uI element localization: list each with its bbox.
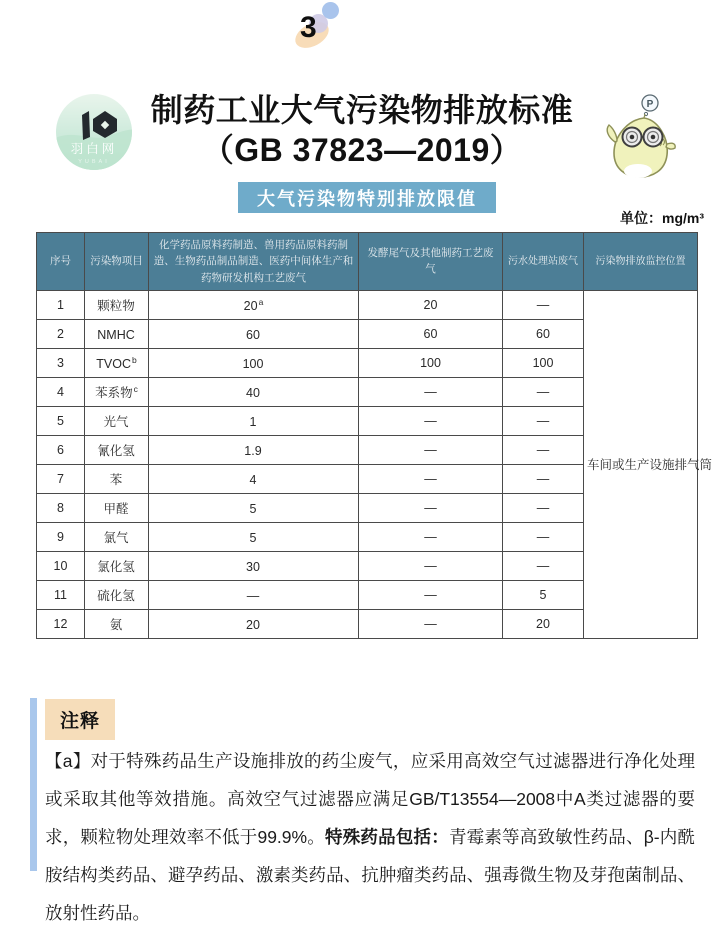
cell-chemical-api-value: 5 xyxy=(249,501,257,516)
cell-wastewater xyxy=(503,522,584,551)
cell-wastewater xyxy=(503,464,584,493)
cell-fermentation-value: — xyxy=(424,413,437,428)
logo-subtext: YUBAI xyxy=(78,159,110,165)
cell-fermentation xyxy=(359,406,503,435)
mascot-bird xyxy=(601,92,687,180)
cell-index xyxy=(37,377,85,406)
cell-chemical-api xyxy=(149,290,359,319)
cell-fermentation xyxy=(359,290,503,319)
cell-index xyxy=(37,580,85,609)
cell-chemical-api-value: 30 xyxy=(246,559,260,574)
col-header-wastewater: 污水处理站废气 xyxy=(503,233,584,291)
mascot-thought-bubble xyxy=(642,95,658,116)
cell-pollutant-superscript: c xyxy=(133,383,138,394)
logo-text: 羽白网 xyxy=(70,142,118,156)
cell-chemical-api xyxy=(149,406,359,435)
cell-fermentation-value: — xyxy=(424,442,437,457)
note-text-bold: 特殊药品包括： xyxy=(325,827,449,847)
unit-label: 单位：mg/m³ xyxy=(620,210,704,226)
cell-pollutant xyxy=(85,464,149,493)
cell-fermentation xyxy=(359,377,503,406)
cell-wastewater xyxy=(503,406,584,435)
cell-fermentation xyxy=(359,348,503,377)
cell-wastewater xyxy=(503,377,584,406)
cell-pollutant-value: 氰化氢 xyxy=(97,443,135,458)
note-text-suffix: 青霉素等高致敏性药品、β-内酰胺结构类药品、避孕药品、激素类药品、抗肿瘤类药品、强毒微生物及芽孢菌制品、放射性药品。 xyxy=(45,827,695,923)
cell-index-value: 10 xyxy=(53,558,68,573)
page-number: 3 xyxy=(300,11,317,44)
cell-fermentation xyxy=(359,435,503,464)
mascot-body xyxy=(607,114,675,178)
cell-pollutant xyxy=(85,435,149,464)
cell-chemical-api-value: 4 xyxy=(249,472,257,487)
cell-pollutant-value: TVOC xyxy=(96,356,131,371)
cell-index xyxy=(37,551,85,580)
cell-wastewater-value: — xyxy=(536,558,550,573)
cell-pollutant-superscript: b xyxy=(132,354,137,365)
cell-wastewater xyxy=(503,493,584,522)
note-accent-bar xyxy=(30,698,37,871)
cell-wastewater xyxy=(503,551,584,580)
cell-pollutant-value: NMHC xyxy=(97,327,135,342)
cell-index-value: 5 xyxy=(57,413,64,428)
cell-chemical-api-superscript: a xyxy=(258,296,264,307)
cell-index xyxy=(37,464,85,493)
cell-wastewater xyxy=(503,580,584,609)
cell-index-value: 3 xyxy=(57,355,64,370)
cell-pollutant-value: 甲醛 xyxy=(103,501,129,516)
cell-chemical-api xyxy=(149,464,359,493)
cell-wastewater xyxy=(503,348,584,377)
cell-wastewater-value: 100 xyxy=(532,355,554,370)
cell-pollutant xyxy=(85,377,149,406)
cell-index xyxy=(37,522,85,551)
cell-fermentation-value: — xyxy=(424,384,437,399)
cell-fermentation-value: — xyxy=(424,529,437,544)
cell-pollutant-value: 苯系物 xyxy=(95,385,133,400)
cell-fermentation-value: — xyxy=(424,471,437,486)
svg-text:P: P xyxy=(646,99,654,110)
col-header-index: 序号 xyxy=(37,233,85,291)
cell-pollutant xyxy=(85,551,149,580)
cell-index-value: 11 xyxy=(54,587,67,602)
cell-fermentation xyxy=(359,464,503,493)
cell-pollutant-value: 氯气 xyxy=(103,530,129,545)
cell-wastewater xyxy=(503,290,584,319)
cell-wastewater-value: — xyxy=(536,442,550,457)
cell-index-value: 7 xyxy=(57,471,64,486)
cell-pollutant-value: 硫化氢 xyxy=(97,588,135,603)
cell-fermentation-value: — xyxy=(424,558,437,573)
cell-index xyxy=(37,348,85,377)
cell-chemical-api-value: 40 xyxy=(246,385,260,400)
cell-fermentation-value: 60 xyxy=(423,326,438,341)
title-line-2: （GB 37823—2019） xyxy=(201,132,523,168)
cell-index xyxy=(37,319,85,348)
cell-wastewater-value: — xyxy=(536,413,550,428)
cell-wastewater-value: — xyxy=(536,297,550,312)
page-title xyxy=(136,90,588,170)
cell-chemical-api-value: 1 xyxy=(249,414,257,429)
cell-pollutant xyxy=(85,406,149,435)
decor-blue-circle xyxy=(322,2,339,19)
cell-index xyxy=(37,406,85,435)
cell-pollutant-value: 颗粒物 xyxy=(97,298,135,313)
cell-fermentation xyxy=(359,319,503,348)
cell-index xyxy=(37,609,85,638)
cell-chemical-api xyxy=(149,493,359,522)
cell-wastewater-value: 60 xyxy=(536,326,550,341)
cell-chemical-api-value: 1.9 xyxy=(244,443,262,458)
cell-fermentation-value: 100 xyxy=(420,355,441,370)
cell-fermentation xyxy=(359,522,503,551)
cell-pollutant xyxy=(85,290,149,319)
cell-chemical-api xyxy=(149,522,359,551)
cell-chemical-api xyxy=(149,377,359,406)
col-header-fermentation: 发酵尾气及其他制药工艺废气 xyxy=(359,233,503,291)
cell-chemical-api xyxy=(149,435,359,464)
cell-fermentation-value: — xyxy=(424,616,437,631)
section-banner: 大气污染物特别排放限值 xyxy=(238,182,496,213)
cell-wastewater xyxy=(503,435,584,464)
cell-chemical-api-value: 60 xyxy=(246,327,260,342)
cell-index xyxy=(37,493,85,522)
cell-chemical-api-value: 5 xyxy=(249,530,257,545)
yubai-logo xyxy=(55,93,133,171)
cell-index-value: 2 xyxy=(57,326,64,341)
note-text xyxy=(45,742,695,932)
table-header-row xyxy=(37,233,698,291)
cell-wastewater-value: 20 xyxy=(536,616,550,631)
cell-monitoring-location: 车间或生产设施排气筒 xyxy=(584,290,698,638)
cell-chemical-api xyxy=(149,319,359,348)
note-badge: 注释 xyxy=(45,699,115,740)
cell-pollutant xyxy=(85,580,149,609)
cell-fermentation-value: — xyxy=(424,587,437,602)
cell-fermentation xyxy=(359,551,503,580)
note-text-prefix: 【a】对于特殊药品生产设施排放的药尘废气，应采用高效空气过滤器进行净化处理或采取其他等效措施。高效空气过滤器应满足GB/T13554—2008中A类过滤器的要求，颗粒物处理效率不低于99.9%。 xyxy=(45,751,695,847)
cell-index-value: 9 xyxy=(57,529,64,544)
cell-chemical-api-value: 100 xyxy=(242,356,264,371)
col-header-chemical-api: 化学药品原料药制造、兽用药品原料药制造、生物药品制品制造、医药中间体生产和药物研发机构工艺废气 xyxy=(149,233,359,291)
cell-chemical-api xyxy=(149,609,359,638)
table-row xyxy=(37,290,698,319)
emission-limits-table xyxy=(36,232,712,639)
title-line-1: 制药工业大气污染物排放标准 xyxy=(150,92,574,128)
cell-index-value: 4 xyxy=(57,384,64,399)
cell-pollutant xyxy=(85,319,149,348)
cell-fermentation-value: — xyxy=(424,500,437,515)
cell-chemical-api xyxy=(149,551,359,580)
cell-pollutant xyxy=(85,493,149,522)
cell-index xyxy=(37,435,85,464)
cell-pollutant-value: 氨 xyxy=(109,617,123,632)
cell-index xyxy=(37,290,85,319)
cell-wastewater-value: — xyxy=(536,384,550,399)
cell-fermentation xyxy=(359,609,503,638)
cell-index-value: 8 xyxy=(57,500,64,515)
cell-index-value: 1 xyxy=(57,297,64,312)
cell-fermentation-value: 20 xyxy=(423,297,438,312)
cell-chemical-api-value: — xyxy=(246,588,260,603)
cell-index-value: 12 xyxy=(53,616,68,631)
cell-pollutant-value: 光气 xyxy=(103,414,129,429)
cell-pollutant xyxy=(85,348,149,377)
cell-chemical-api-value: 20 xyxy=(243,298,258,313)
cell-chemical-api xyxy=(149,348,359,377)
cell-fermentation xyxy=(359,493,503,522)
cell-chemical-api-value: 20 xyxy=(246,617,260,632)
cell-pollutant xyxy=(85,609,149,638)
cell-wastewater-value: — xyxy=(536,500,550,515)
cell-wastewater-value: — xyxy=(536,529,550,544)
cell-chemical-api xyxy=(149,580,359,609)
cell-pollutant-value: 苯 xyxy=(109,472,123,487)
cell-wastewater xyxy=(503,319,584,348)
cell-wastewater-value: 5 xyxy=(539,587,547,602)
cell-pollutant xyxy=(85,522,149,551)
cell-pollutant-value: 氯化氢 xyxy=(97,559,135,574)
col-header-monitoring: 污染物排放监控位置 xyxy=(584,233,698,291)
cell-wastewater xyxy=(503,609,584,638)
col-header-pollutant: 污染物项目 xyxy=(85,233,149,291)
cell-index-value: 6 xyxy=(57,442,64,457)
cell-fermentation xyxy=(359,580,503,609)
cell-wastewater-value: — xyxy=(536,471,550,486)
